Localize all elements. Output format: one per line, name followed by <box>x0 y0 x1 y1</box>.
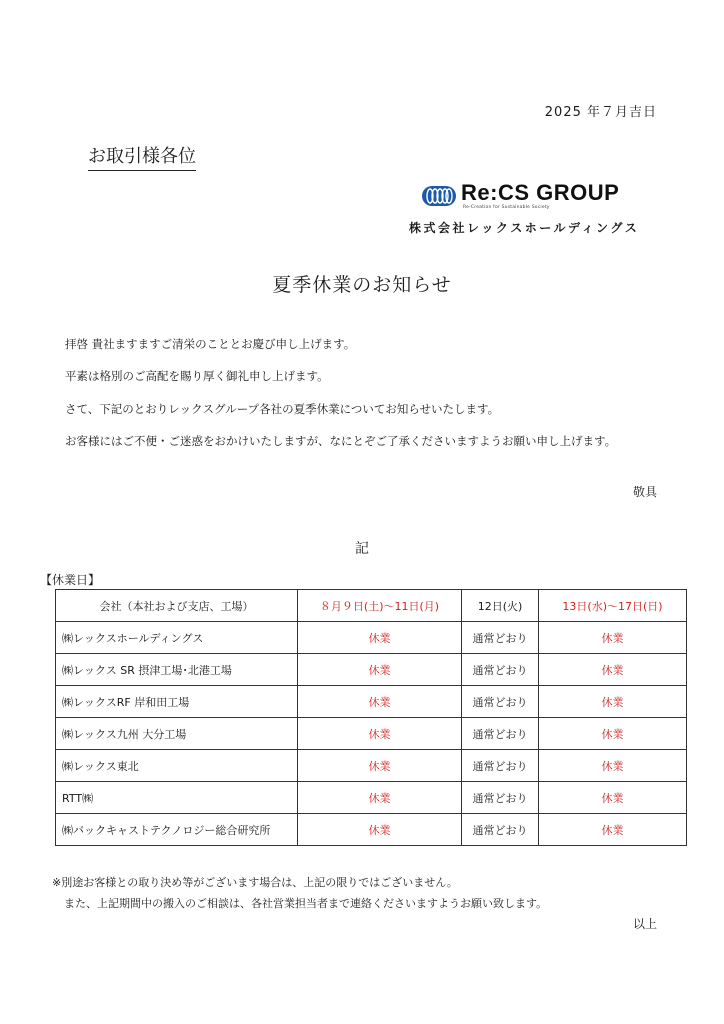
table-row <box>56 814 687 846</box>
header-period-3: 13日(水)～17日(日) <box>539 590 687 622</box>
company-name: 株式会社レックスホールディングス <box>409 221 640 235</box>
status-cell: 休業 <box>298 622 462 654</box>
status-cell: 休業 <box>298 750 462 782</box>
company-logo <box>421 182 619 210</box>
closing-word: 敬具 <box>632 485 657 499</box>
note-delivery: また、上記期間中の搬入のご相談は、各社営業担当者まで連絡くださいますようお願い致します。 <box>64 897 548 910</box>
status-cell: 休業 <box>298 718 462 750</box>
notice-paragraph: さて、下記のとおりレックスグループ各社の夏季休業についてお知らせいたします。 <box>65 402 500 416</box>
table-row <box>56 654 687 686</box>
document-date: 2025 年７月吉日 <box>544 105 657 120</box>
apology-paragraph: お客様にはご不便・ご迷惑をおかけいたしますが、なにとぞご了承くださいますようお願い申し上げます。 <box>65 434 617 448</box>
company-cell: ㈱レックスRF 岸和田工場 <box>56 686 298 718</box>
section-label: 【休業日】 <box>40 573 101 587</box>
status-cell: 休業 <box>539 654 687 686</box>
ki-heading: 記 <box>355 541 369 557</box>
company-cell: ㈱バックキャストテクノロジー総合研究所 <box>56 814 298 846</box>
table-row <box>56 686 687 718</box>
note-exception: ※別途お客様との取り決め等がございます場合は、上記の限りではございません。 <box>52 876 458 889</box>
status-cell: 通常どおり <box>462 782 539 814</box>
greeting-paragraph: 拝啓 貴社ますますご清栄のこととお慶び申し上げます。 <box>65 337 356 351</box>
status-cell: 通常どおり <box>462 622 539 654</box>
table-row <box>56 782 687 814</box>
thanks-paragraph: 平素は格別のご高配を賜り厚く御礼申し上げます。 <box>65 369 329 383</box>
table-row <box>56 718 687 750</box>
status-cell: 通常どおり <box>462 718 539 750</box>
company-cell: ㈱レックスホールディングス <box>56 622 298 654</box>
logo-tagline: Re-Creation for Sustainable Society <box>463 205 550 210</box>
header-period-2: 12日(火) <box>462 590 539 622</box>
recs-coil-logo-icon <box>421 185 457 207</box>
status-cell: 休業 <box>539 686 687 718</box>
logo-wordmark: Re:CS GROUP <box>461 180 620 205</box>
table-header-row <box>56 590 687 622</box>
status-cell: 休業 <box>539 718 687 750</box>
addressee: お取引様各位 <box>88 142 196 171</box>
status-cell: 通常どおり <box>462 750 539 782</box>
end-mark: 以上 <box>632 917 657 931</box>
company-cell: RTT㈱ <box>56 782 298 814</box>
status-cell: 通常どおり <box>462 814 539 846</box>
status-cell: 通常どおり <box>462 654 539 686</box>
status-cell: 休業 <box>539 814 687 846</box>
company-cell: ㈱レックス東北 <box>56 750 298 782</box>
table-row <box>56 750 687 782</box>
status-cell: 休業 <box>298 814 462 846</box>
status-cell: 休業 <box>298 654 462 686</box>
status-cell: 休業 <box>539 622 687 654</box>
company-cell: ㈱レックス九州 大分工場 <box>56 718 298 750</box>
header-period-1: ８月９日(土)～11日(月) <box>298 590 462 622</box>
status-cell: 休業 <box>539 750 687 782</box>
status-cell: 休業 <box>298 782 462 814</box>
status-cell: 休業 <box>539 782 687 814</box>
holiday-schedule-table <box>55 589 687 846</box>
table-row <box>56 622 687 654</box>
company-cell: ㈱レックス SR 摂津工場･北港工場 <box>56 654 298 686</box>
header-company: 会社（本社および支店、工場） <box>56 590 298 622</box>
status-cell: 通常どおり <box>462 686 539 718</box>
document-title: 夏季休業のお知らせ <box>272 274 452 296</box>
status-cell: 休業 <box>298 686 462 718</box>
